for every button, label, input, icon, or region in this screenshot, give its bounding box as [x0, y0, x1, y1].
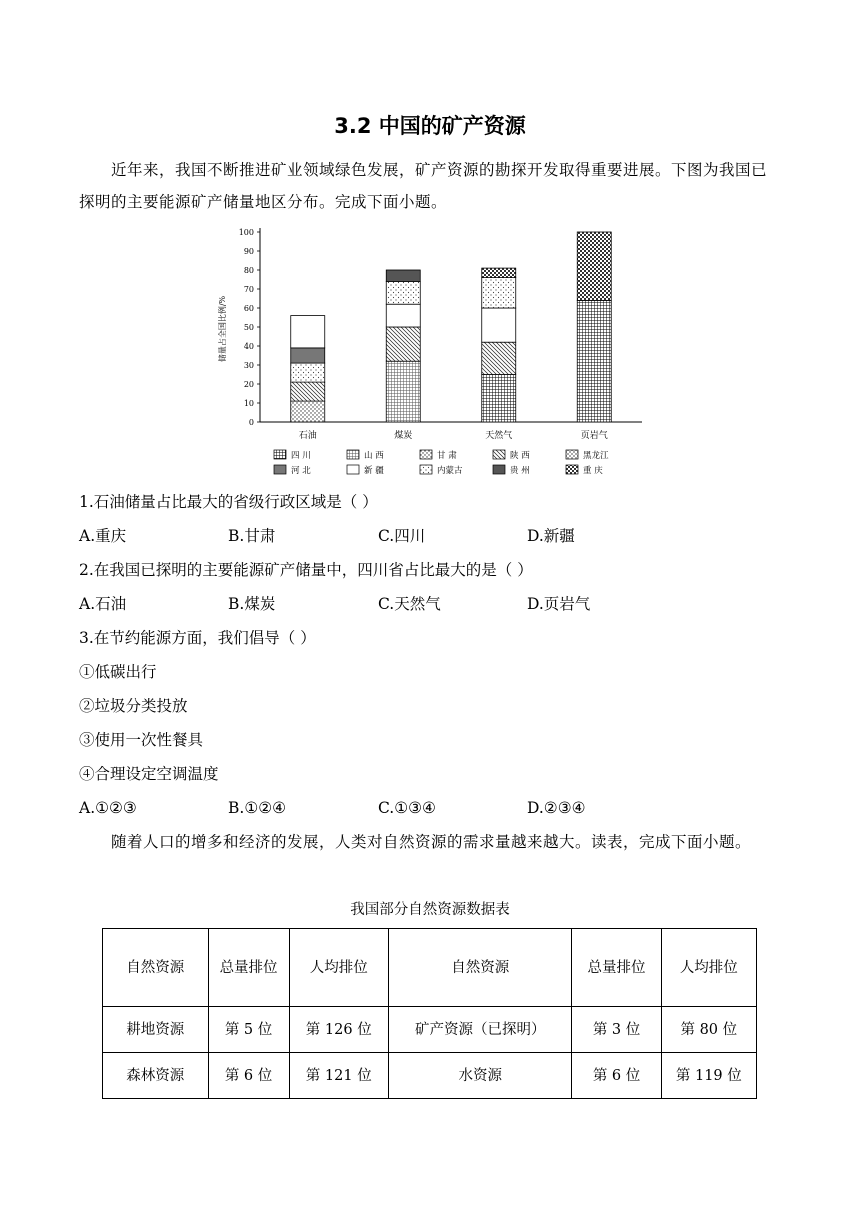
header-cell: 自然资源	[388, 929, 571, 1007]
table-cell: 耕地资源	[103, 1007, 209, 1053]
table-cell: 第 119 位	[661, 1053, 756, 1099]
q2-option-b[interactable]: B.煤炭	[228, 595, 276, 613]
y-tick-label: 40	[243, 342, 254, 351]
y-tick-label: 80	[243, 266, 254, 275]
bar-segment	[577, 232, 611, 300]
legend-label: 陕 西	[510, 451, 530, 461]
bar-segment	[291, 401, 325, 422]
bar-segment	[291, 363, 325, 382]
x-tick-label: 页岩气	[580, 431, 608, 441]
y-axis-label: 储量占全国比例/%	[218, 295, 227, 363]
header-cell: 人均排位	[661, 929, 756, 1007]
q2-option-c[interactable]: C.天然气	[378, 595, 441, 613]
y-tick-label: 100	[238, 228, 254, 237]
table-cell: 第 6 位	[208, 1053, 289, 1099]
bar-segment	[291, 348, 325, 363]
legend-swatch	[493, 450, 505, 459]
bar-segment	[291, 382, 325, 401]
x-tick-label: 天然气	[485, 431, 513, 441]
q1-stem: 1.石油储量占比最大的省级行政区域是（ ）	[79, 493, 378, 511]
q1-option-a[interactable]: A.重庆	[79, 527, 127, 545]
bar-segment	[482, 375, 516, 423]
bar-segment	[482, 342, 516, 374]
y-tick-label: 10	[243, 399, 254, 408]
header-cell: 总量排位	[208, 929, 289, 1007]
q3-item-1: ①低碳出行	[79, 663, 157, 681]
q3-option-a[interactable]: A.①②③	[79, 799, 137, 817]
table-cell: 第 5 位	[208, 1007, 289, 1053]
bar-segment	[386, 281, 420, 304]
legend-swatch	[347, 465, 359, 474]
table-caption: 我国部分自然资源数据表	[350, 902, 510, 918]
table-header-row	[103, 929, 757, 1007]
table-cell: 第 3 位	[572, 1007, 661, 1053]
page-title: 3.2 中国的矿产资源	[334, 114, 526, 138]
intro-paragraph-2: 随着人口的增多和经济的发展，人类对自然资源的需求量越来越大。读表，完成下面小题。	[111, 833, 752, 851]
y-tick-label: 50	[243, 323, 254, 332]
q3-option-d[interactable]: D.②③④	[527, 799, 586, 817]
legend-swatch	[274, 450, 286, 459]
resources-table	[102, 928, 757, 1099]
q3-option-c[interactable]: C.①③④	[378, 799, 436, 817]
y-tick-label: 60	[243, 304, 254, 313]
table-cell: 第 126 位	[289, 1007, 388, 1053]
legend-swatch	[493, 465, 505, 474]
reserves-chart	[210, 224, 650, 486]
table-cell: 森林资源	[103, 1053, 209, 1099]
legend-swatch	[566, 465, 578, 474]
legend-swatch	[420, 465, 432, 474]
legend-label: 河 北	[291, 466, 311, 476]
y-tick-label: 30	[243, 361, 254, 370]
q1-option-d[interactable]: D.新疆	[527, 527, 575, 545]
q3-item-2: ②垃圾分类投放	[79, 697, 188, 715]
q3-item-3: ③使用一次性餐具	[79, 731, 204, 749]
legend-label: 甘 肃	[437, 451, 457, 461]
legend-swatch	[274, 465, 286, 474]
header-cell: 总量排位	[572, 929, 661, 1007]
legend-swatch	[566, 450, 578, 459]
q3-stem: 3.在节约能源方面，我们倡导（ ）	[79, 629, 316, 647]
legend-label: 新 疆	[364, 466, 384, 476]
legend-label: 四 川	[291, 451, 311, 461]
legend-swatch	[347, 450, 359, 459]
q2-option-d[interactable]: D.页岩气	[527, 595, 591, 613]
q1-option-c[interactable]: C.四川	[378, 527, 426, 545]
y-tick-label: 20	[243, 380, 254, 389]
q2-stem: 2.在我国已探明的主要能源矿产储量中，四川省占比最大的是（ ）	[79, 561, 533, 579]
legend-swatch	[420, 450, 432, 459]
y-tick-label: 0	[248, 418, 254, 427]
legend-label: 黑龙江	[583, 451, 609, 461]
bar-segment	[291, 316, 325, 348]
q3-item-4: ④合理设定空调温度	[79, 765, 219, 783]
q3-option-b[interactable]: B.①②④	[228, 799, 287, 817]
header-cell: 自然资源	[103, 929, 209, 1007]
table-cell: 第 6 位	[572, 1053, 661, 1099]
legend-label: 内蒙古	[437, 466, 463, 476]
header-cell: 人均排位	[289, 929, 388, 1007]
bar-segment	[386, 361, 420, 422]
table-cell: 水资源	[388, 1053, 571, 1099]
table-row	[103, 1007, 757, 1053]
x-tick-label: 石油	[298, 431, 317, 441]
bar-segment	[482, 268, 516, 278]
q1-option-b[interactable]: B.甘肃	[228, 527, 276, 545]
bar-segment	[386, 270, 420, 281]
table-cell: 第 121 位	[289, 1053, 388, 1099]
bar-segment	[482, 278, 516, 308]
table-row	[103, 1053, 757, 1099]
y-tick-label: 70	[243, 285, 254, 294]
table-cell: 第 80 位	[661, 1007, 756, 1053]
bar-segment	[482, 308, 516, 342]
table-cell: 矿产资源（已探明）	[388, 1007, 571, 1053]
q2-option-a[interactable]: A.石油	[79, 595, 127, 613]
y-tick-label: 90	[243, 247, 254, 256]
bar-segment	[386, 327, 420, 361]
intro-paragraph-1: 近年来，我国不断推进矿业领域绿色发展，矿产资源的勘探开发取得重要进展。下图为我国已探明的主要能源矿产储量地区分布。完成下面小题。	[79, 161, 768, 211]
legend-label: 重 庆	[583, 466, 603, 476]
x-tick-label: 煤炭	[394, 431, 413, 441]
bar-segment	[386, 304, 420, 327]
legend-label: 山 西	[364, 451, 384, 461]
bar-segment	[577, 300, 611, 422]
legend-label: 贵 州	[510, 466, 530, 476]
